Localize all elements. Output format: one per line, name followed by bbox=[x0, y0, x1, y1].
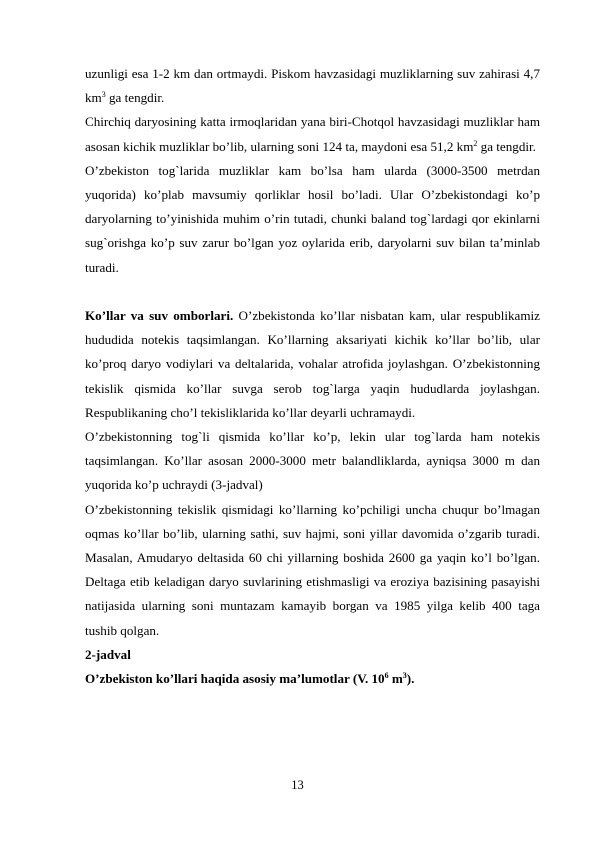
paragraph-mountain-lakes: O’zbekistonning tog`li qismida ko’llar ko’p, lekin ular tog`larda ham notekis taqsimlangan. Ko’llar asosan 2000-3000 metr balandliklarda, ayniqsa 3000 m dan yuqorida ko’p uchraydi (3-jadval) bbox=[85, 429, 540, 493]
paragraph-text: O’zbekistonda ko’llar nisbatan kam, ular respublikamiz hududida notekis taqsimlangan. Ko’llarning aksariyati kichik ko’llar bo’lib, ular ko’proq daryo vodiylari va deltalarida, vohalar atrofida joylashgan. O’zbekistonning tekislik qismida ko’llar suvga serob tog`larga yaqin hududlarda joylashgan. Respublikaning cho’l tekisliklarida ko’llar deyarli uchramaydi. bbox=[85, 308, 540, 420]
section-heading: Ko’llar va suv omborlari. bbox=[85, 308, 234, 324]
page-body bbox=[85, 62, 540, 691]
paragraph-text: Chirchiq daryosining katta irmoqlaridan yana biri-Chotqol havzasidagi muzliklar ham asosan kichik muzliklar bo’lib, ularning soni 124 ta, maydoni esa 51,2 km bbox=[85, 114, 540, 154]
table-label: 2-jadval bbox=[85, 646, 131, 662]
superscript: 6 bbox=[384, 671, 389, 681]
paragraph-text: uzunligi esa 1-2 km dan ortmaydi. Piskom havzasidagi muzliklarning suv zahirasi 4,7 km bbox=[85, 66, 540, 106]
paragraph-lakes-reservoirs bbox=[85, 304, 540, 425]
paragraph-seasonal-snow: O’zbekiston tog`larida muzliklar kam bo’lsa ham ularda (3000-3500 metrdan yuqorida) ko’plab mavsumiy qorliklar hosil bo’ladi. Ular O’zbekistondagi ko’p daryolarning to’yinishida muhim o’rin tutadi, chunki baland tog`lardagi qor ekinlarni sug`orishga ko’p suv zarur bo’lgan yoz oylarida erib, daryolarni suv bilan ta’minlab turadi. bbox=[85, 162, 540, 275]
paragraph-text-tail: ga tengdir. bbox=[105, 90, 165, 106]
paragraph-gap bbox=[85, 280, 540, 304]
table-title: O’zbekiston ko’llari haqida asosiy ma’lumotlar (V. $10^6$ $m^3$). bbox=[85, 671, 415, 687]
page-number: 13 bbox=[291, 778, 304, 792]
superscript: 2 bbox=[473, 138, 478, 148]
paragraph-chotqol-glaciers bbox=[85, 110, 540, 158]
paragraph-text-tail: ga tengdir. bbox=[477, 138, 536, 154]
paragraph-piskom-glaciers bbox=[85, 62, 540, 110]
paragraph-plain-lakes: O’zbekistonning tekislik qismidagi ko’llarning ko’pchiligi uncha chuqur bo’lmagan oqmas ko’llar bo’lib, ularning sathi, suv hajmi, soni yillar davomida o’zgarib turadi. Masalan, Amudaryo deltasida 60 chi yillarning boshida 2600 ga yaqin ko’l bo’lgan. Deltaga etib keladigan daryo suvlarining etishmasligi va eroziya bazisining pasayishi natijasida ularning soni muntazam kamayib borgan va 1985 yilga kelib 400 taga tushib qolgan. bbox=[85, 501, 540, 638]
superscript: 3 bbox=[101, 90, 106, 100]
superscript: 3 bbox=[402, 671, 407, 681]
